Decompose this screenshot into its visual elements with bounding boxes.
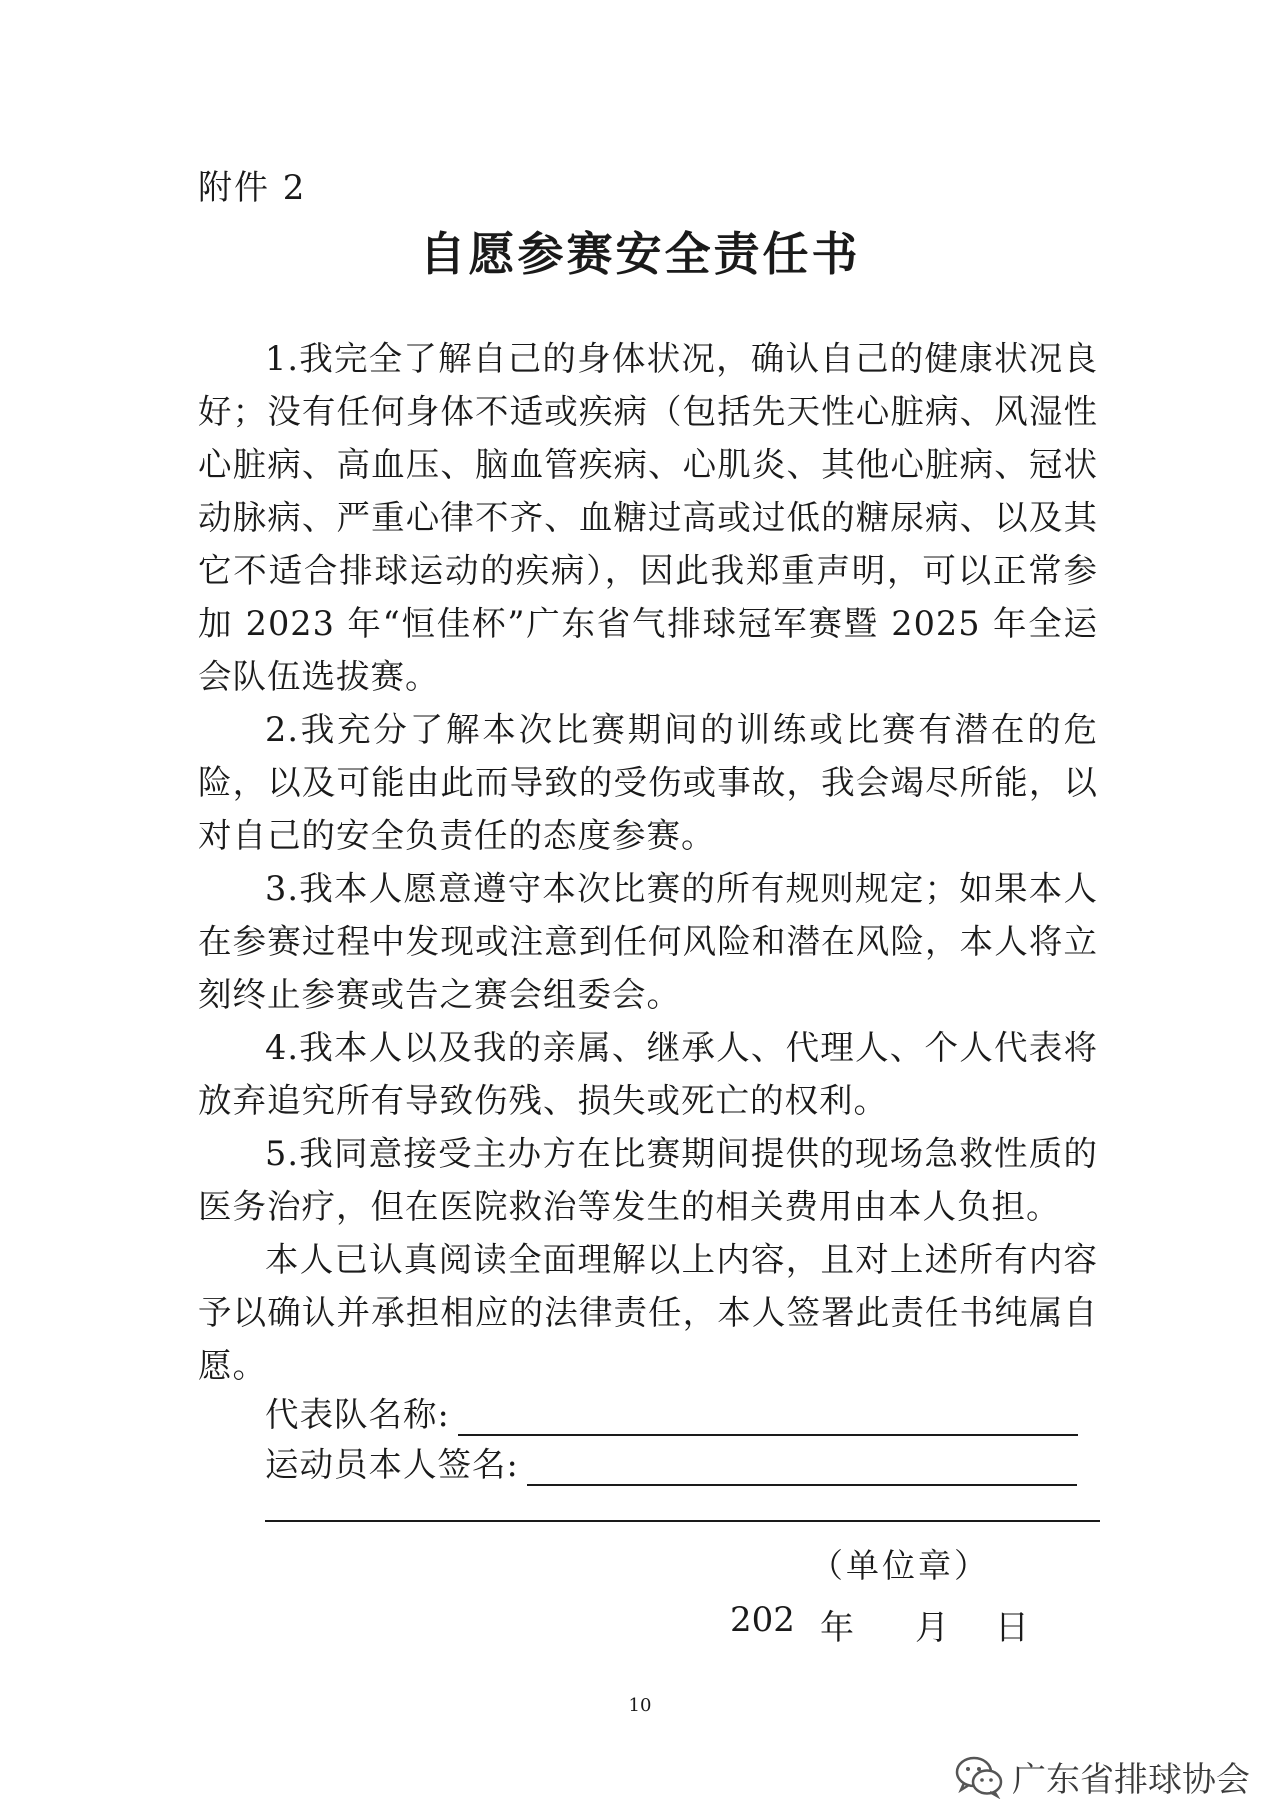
blank-signature-line[interactable] [265,1520,1100,1522]
paragraph-3: 3.我本人愿意遵守本次比赛的所有规则规定；如果本人在参赛过程中发现或注意到任何风险和潜在风险，本人将立刻终止参赛或告之赛会组委会。 [198,869,1098,1014]
unit-seal-label: （单位章） [810,1546,990,1585]
team-name-field[interactable] [458,1404,1078,1436]
date-year: 年 [820,1608,854,1648]
date-year-prefix: 202 [730,1600,795,1640]
paragraph-5: 5.我同意接受主办方在比赛期间提供的现场急救性质的医务治疗，但在医院救治等发生的相关费用由本人负担。 [198,1134,1098,1226]
paragraph-4: 4.我本人以及我的亲属、继承人、代理人、个人代表将放弃追究所有导致伤残、损失或死亡的权利。 [198,1028,1098,1120]
date-day: 日 [995,1608,1029,1648]
watermark [954,1752,1250,1801]
team-name-row [265,1387,1078,1436]
paragraph-declaration: 本人已认真阅读全面理解以上内容，且对上述所有内容予以确认并承担相应的法律责任，本人签署此责任书纯属自愿。 [198,1240,1098,1385]
watermark-text: 广东省排球协会 [1012,1760,1250,1800]
date-month: 月 [915,1608,949,1648]
athlete-signature-label: 运动员本人签名: [265,1445,519,1484]
attachment-label: 附件 2 [198,168,307,208]
page-number: 10 [628,1695,652,1716]
document-title: 自愿参赛安全责任书 [419,227,861,281]
paragraph-2: 2.我充分了解本次比赛期间的训练或比赛有潜在的危险，以及可能由此而导致的受伤或事故，我会竭尽所能，以对自己的安全负责任的态度参赛。 [198,710,1098,855]
document-body [198,332,1098,1392]
date-line [730,1600,1029,1649]
athlete-signature-field[interactable] [527,1454,1077,1486]
wechat-icon [954,1755,1004,1799]
paragraph-1: 1.我完全了解自己的身体状况，确认自己的健康状况良好；没有任何身体不适或疾病（包括先天性心脏病、风湿性心脏病、高血压、脑血管疾病、心肌炎、其他心脏病、冠状动脉病、严重心律不齐、血糖过高或过低的糖尿病、以及其它不适合排球运动的疾病），因此我郑重声明，可以正常参加 2023 年“恒佳杯”广东省气排球冠军赛暨 2025 年全运会队伍选拔赛。 [198,339,1098,696]
athlete-signature-row [265,1437,1077,1486]
team-name-label: 代表队名称: [265,1395,450,1434]
